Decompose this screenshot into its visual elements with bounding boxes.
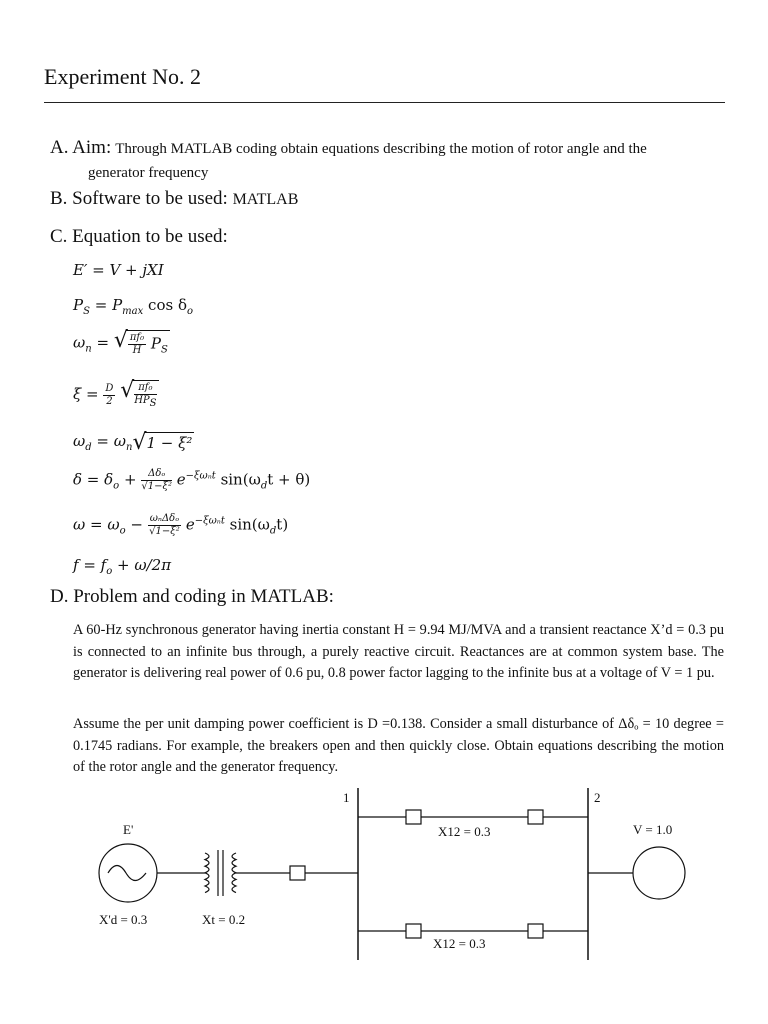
eq2-rhs: = P	[94, 296, 123, 314]
eq7-num: ωₙΔδₒ	[149, 513, 180, 524]
breaker-line2-left	[406, 924, 421, 938]
breaker-line2-right	[528, 924, 543, 938]
eq3-ps: P	[150, 334, 161, 353]
x12-top-label: X12 = 0.3	[438, 824, 491, 839]
eq6-sin: sin(ω	[220, 470, 261, 489]
eq6-den: √1−ξ²	[141, 481, 172, 492]
eq8-sub: o	[106, 566, 113, 577]
eq4-rden-sub: S	[149, 398, 157, 409]
eq6-num: Δδₒ	[141, 468, 172, 481]
problem-paragraph-2: Assume the per unit damping power coefficient is D =0.138. Consider a small disturbance of Δδₒ = 10 degree = 0.1745 radians. For example, the breakers open and then quickly close. Obtain equations describing the motion of the rotor angle and the generator frequency.	[73, 716, 724, 775]
eq7-sin-sub: d	[269, 525, 277, 537]
page-title: Experiment No. 2	[44, 64, 202, 89]
problem-heading: D. Problem and coding in MATLAB:	[50, 586, 334, 607]
software-label: B. Software to be used:	[50, 188, 228, 209]
software-value: MATLAB	[232, 191, 299, 208]
problem-paragraph-1: A 60-Hz synchronous generator having inertia constant H = 9.94 MJ/MVA and a transient reactance X’d = 0.3 pu is connected to an infinite bus through, a purely reactive circuit. Reactances are at common system base. The generator is delivering real power of 0.6 pu, 0.8 power factor lagging to the infinite bus at a voltage of V = 1 pu.	[73, 622, 724, 681]
eq2-cos: cos δ	[148, 296, 187, 314]
eq5-sub2: n	[126, 442, 133, 453]
breaker-line1-right	[528, 810, 543, 824]
eq3-den: H	[132, 345, 142, 356]
infinite-bus-circle	[633, 847, 685, 899]
eq3-eq: =	[96, 333, 110, 352]
equation-speed	[73, 513, 288, 538]
eq4-den: 2	[106, 395, 113, 407]
aim-heading: A. Aim:	[50, 137, 112, 158]
eq5-radical: √ 1 − ξ²	[132, 432, 194, 452]
equation-damped-frequency	[73, 432, 194, 453]
breaker-line1-left	[406, 810, 421, 824]
software-section	[50, 188, 298, 210]
circuit-diagram	[0, 780, 768, 970]
eq7-e: e	[185, 515, 195, 534]
eq5-lhs: ω	[73, 432, 86, 450]
title-divider	[44, 102, 725, 103]
eq5-eq: = ω	[96, 432, 126, 450]
eq7-o: o	[119, 525, 126, 537]
equation-natural-frequency	[73, 330, 170, 357]
aim-section	[50, 136, 725, 185]
equation-rotor-angle	[73, 468, 310, 493]
generator-circle	[99, 844, 157, 902]
xt-label: Xt = 0.2	[202, 912, 246, 927]
bus-1-label: 1	[343, 790, 350, 805]
breaker-gen	[290, 866, 305, 880]
eq6-e: e	[176, 470, 186, 489]
voltage-label: V = 1.0	[633, 822, 673, 837]
equation-emf: E′ = V + jXI	[73, 261, 164, 279]
eq3-radical	[114, 330, 170, 357]
transformer-primary-coil	[205, 853, 209, 893]
eq3-sub: n	[85, 343, 92, 355]
eq3-num: √ πf₀	[129, 332, 145, 343]
eq4-radical	[120, 380, 158, 410]
eq7-sin: sin(ω	[229, 515, 270, 534]
equation-damping-ratio	[73, 380, 159, 410]
eq6-lhs: δ = δ	[73, 470, 114, 489]
eq6-sin-sub: d	[260, 480, 268, 492]
eq7-minus: −	[130, 515, 143, 534]
eq4-rden: HP	[134, 395, 150, 406]
aim-text-continued: generator frequency	[88, 165, 209, 181]
eq2-sub2: max	[122, 306, 144, 317]
xd-label: X'd = 0.3	[99, 912, 148, 927]
eq6-o: o	[113, 480, 120, 492]
eq7-lhs: ω = ω	[73, 515, 120, 534]
transformer-secondary-coil	[232, 853, 236, 893]
eq4-lhs: ξ =	[73, 385, 99, 403]
eq6-sin-tail: t + θ)	[267, 470, 311, 489]
eq2-lhs: P	[73, 296, 84, 314]
eq6-plus: +	[123, 470, 137, 489]
eq5-sub: d	[85, 442, 92, 453]
eq7-exp: −ξωₙt	[194, 515, 225, 527]
gen-emf-label: E'	[123, 822, 134, 837]
eq7-sin-tail: t)	[276, 515, 289, 534]
generator-sine-icon	[108, 866, 146, 881]
eq3-ps-sub: S	[161, 344, 168, 356]
eq2-o: o	[186, 306, 194, 317]
eq2-sub: S	[83, 306, 90, 317]
x12-bottom-label: X12 = 0.3	[433, 936, 486, 951]
equation-frequency	[73, 556, 171, 577]
equation-heading: C. Equation to be used:	[50, 226, 228, 247]
aim-text: Through MATLAB coding obtain equations describing the motion of rotor angle and the	[115, 141, 647, 157]
equation-power	[73, 296, 193, 317]
bus-2-label: 2	[594, 790, 601, 805]
eq7-den: √1−ξ²	[149, 526, 180, 537]
eq4-rnum: √ πf₀	[134, 382, 156, 395]
eq6-exp: −ξωₙt	[185, 470, 216, 482]
eq3-lhs: ω	[73, 333, 86, 352]
eq8-lhs: f = f	[73, 556, 107, 574]
eq8-tail: + ω/2π	[117, 556, 172, 574]
eq4-num: D	[105, 382, 114, 394]
